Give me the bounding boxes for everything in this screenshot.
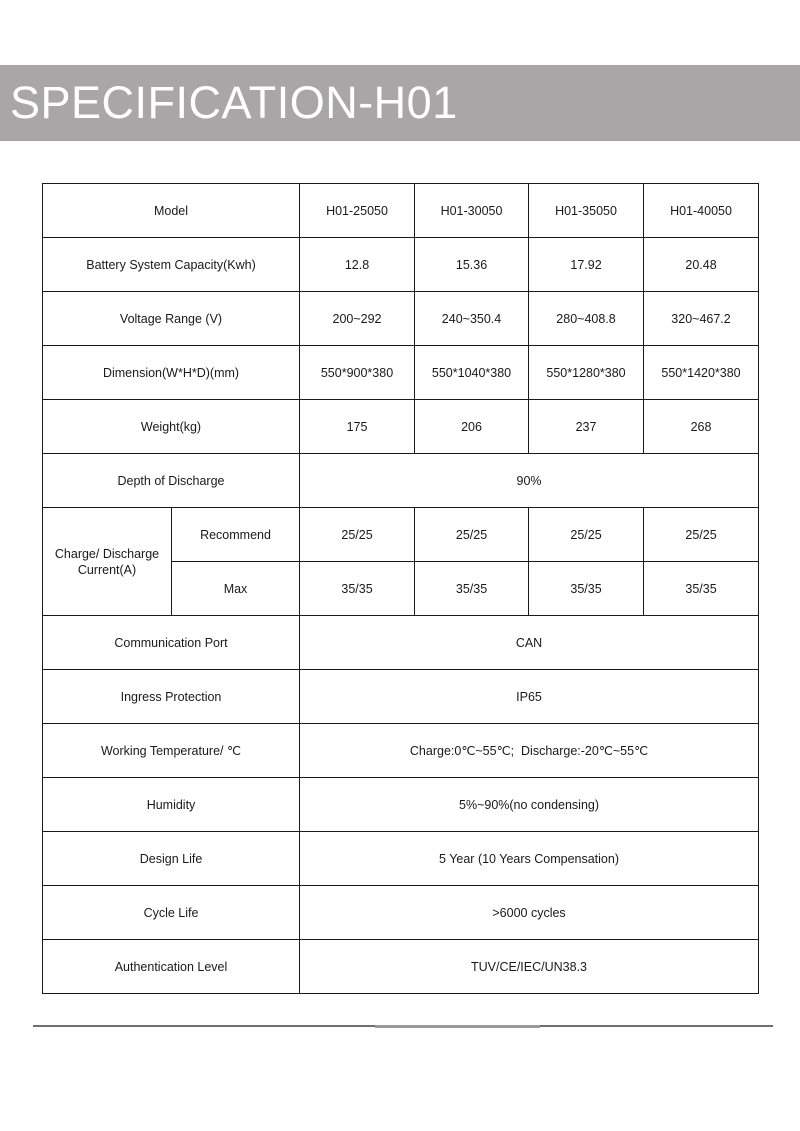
weight-cell: 206: [415, 400, 529, 454]
voltage-cell: 200~292: [300, 292, 415, 346]
row-label-current: Charge/ Discharge Current(A): [43, 508, 172, 616]
design-life-value: 5 Year (10 Years Compensation): [300, 832, 759, 886]
row-label-authentication: Authentication Level: [43, 940, 300, 994]
sub-label-max: Max: [172, 562, 300, 616]
model-cell: H01-25050: [300, 184, 415, 238]
row-label-dimension: Dimension(W*H*D)(mm): [43, 346, 300, 400]
page-title: SPECIFICATION-H01: [10, 77, 458, 128]
row-label-capacity: Battery System Capacity(Kwh): [43, 238, 300, 292]
max-cell: 35/35: [644, 562, 759, 616]
dod-value: 90%: [300, 454, 759, 508]
table-row-design-life: [43, 832, 759, 886]
table-row-humidity: [43, 778, 759, 832]
sub-label-recommend: Recommend: [172, 508, 300, 562]
table-row-authentication: [43, 940, 759, 994]
recommend-cell: 25/25: [529, 508, 644, 562]
row-label-humidity: Humidity: [43, 778, 300, 832]
model-cell: H01-40050: [644, 184, 759, 238]
table-row-ingress: [43, 670, 759, 724]
row-label-design-life: Design Life: [43, 832, 300, 886]
max-cell: 35/35: [529, 562, 644, 616]
authentication-value: TUV/CE/IEC/UN38.3: [300, 940, 759, 994]
table-row-voltage: [43, 292, 759, 346]
row-label-dod: Depth of Discharge: [43, 454, 300, 508]
voltage-cell: 280~408.8: [529, 292, 644, 346]
dimension-cell: 550*1280*380: [529, 346, 644, 400]
row-label-model: Model: [43, 184, 300, 238]
capacity-cell: 17.92: [529, 238, 644, 292]
dimension-cell: 550*1040*380: [415, 346, 529, 400]
row-label-ingress: Ingress Protection: [43, 670, 300, 724]
humidity-value: 5%~90%(no condensing): [300, 778, 759, 832]
table-row-temperature: [43, 724, 759, 778]
weight-cell: 268: [644, 400, 759, 454]
title-banner: [0, 65, 800, 141]
temperature-value: Charge:0℃~55℃; Discharge:-20℃~55℃: [300, 724, 759, 778]
dimension-cell: 550*1420*380: [644, 346, 759, 400]
dimension-cell: 550*900*380: [300, 346, 415, 400]
footer-divider-accent: [375, 1025, 540, 1028]
recommend-cell: 25/25: [300, 508, 415, 562]
table-row-comm: [43, 616, 759, 670]
voltage-cell: 240~350.4: [415, 292, 529, 346]
table-row-model: [43, 184, 759, 238]
weight-cell: 175: [300, 400, 415, 454]
recommend-cell: 25/25: [415, 508, 529, 562]
model-cell: H01-35050: [529, 184, 644, 238]
ingress-value: IP65: [300, 670, 759, 724]
row-label-cycle-life: Cycle Life: [43, 886, 300, 940]
capacity-cell: 15.36: [415, 238, 529, 292]
comm-value: CAN: [300, 616, 759, 670]
table-row-dod: [43, 454, 759, 508]
table-row-capacity: [43, 238, 759, 292]
recommend-cell: 25/25: [644, 508, 759, 562]
model-cell: H01-30050: [415, 184, 529, 238]
table-row-cycle-life: [43, 886, 759, 940]
row-label-voltage: Voltage Range (V): [43, 292, 300, 346]
cycle-life-value: >6000 cycles: [300, 886, 759, 940]
table-row-current-recommend: [43, 508, 759, 562]
row-label-temperature: Working Temperature/ ℃: [43, 724, 300, 778]
capacity-cell: 20.48: [644, 238, 759, 292]
max-cell: 35/35: [300, 562, 415, 616]
capacity-cell: 12.8: [300, 238, 415, 292]
voltage-cell: 320~467.2: [644, 292, 759, 346]
row-label-comm: Communication Port: [43, 616, 300, 670]
table-row-dimension: [43, 346, 759, 400]
row-label-weight: Weight(kg): [43, 400, 300, 454]
specification-table: [42, 183, 759, 994]
weight-cell: 237: [529, 400, 644, 454]
max-cell: 35/35: [415, 562, 529, 616]
table-row-weight: [43, 400, 759, 454]
